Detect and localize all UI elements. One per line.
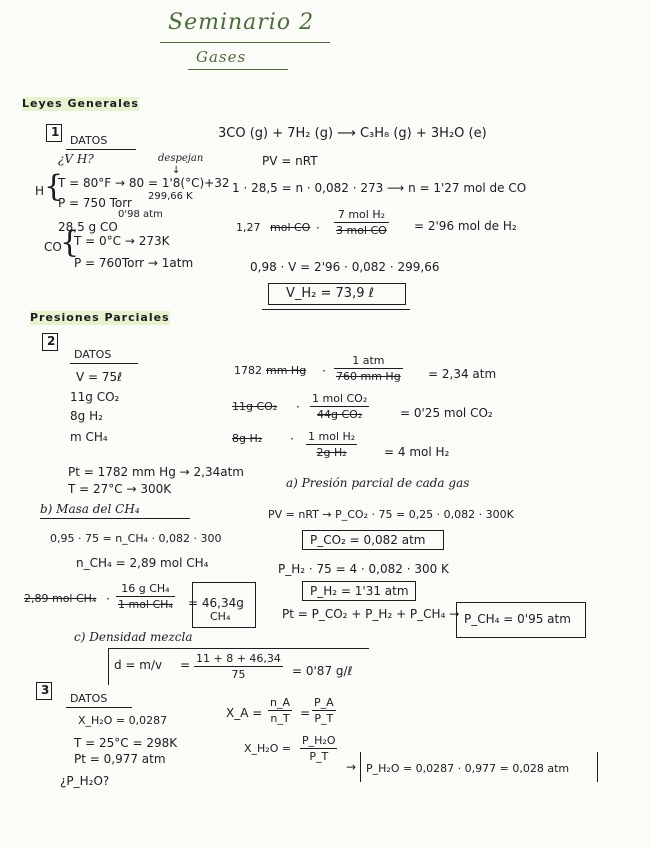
question: ¿V H?: [58, 152, 94, 166]
h-pressure-atm: 0'98 atm: [118, 209, 163, 220]
pressure-data: Pt = 1782 mm Hg → 2,34atm: [68, 465, 244, 479]
equals-operator: =: [180, 658, 191, 672]
mole-fraction-p: [312, 696, 336, 725]
reaction-equation: 3CO (g) + 7H₂ (g) ⟶ C₃H₈ (g) + 3H₂O (e): [218, 126, 487, 141]
h-temperature: T = 80°F → 80 = 1'8(°C)+32: [58, 176, 230, 190]
ph2-equation: P_H₂ · 75 = 4 · 0,082 · 300 K: [278, 562, 449, 576]
pco2-equation: PV = nRT → P_CO₂ · 75 = 0,25 · 0,082 · 300K: [268, 508, 514, 521]
fraction-numerator: 16 g CH₄: [116, 582, 175, 597]
mass-equation: 0,95 · 75 = n_CH₄ · 0,082 · 300: [50, 532, 222, 545]
conversion-lead: 1782: [234, 364, 262, 377]
conversion-unit: mm Hg: [266, 364, 307, 377]
page-title: Seminario 2: [168, 10, 315, 35]
co-temperature: T = 0°C → 273K: [74, 234, 170, 248]
fraction-denominator: P_T: [309, 750, 329, 763]
h2-fraction: [306, 430, 357, 459]
fraction-numerator: 7 mol H₂: [334, 208, 389, 223]
h-temperature-kelvin: 299,66 K: [148, 191, 193, 202]
datos-label: DATOS: [70, 134, 108, 147]
fraction-denominator: 3 mol CO: [336, 224, 387, 237]
brace-icon: {: [60, 225, 80, 260]
part-b-underline: [40, 518, 190, 519]
fraction-numerator: 11 + 8 + 46,34: [196, 652, 281, 665]
fraction-numerator: 1 atm: [334, 354, 403, 369]
datos-underline: [66, 149, 136, 150]
fraction-denominator: 2g H₂: [316, 446, 347, 459]
pco2-result: P_CO₂ = 0,082 atm: [310, 533, 426, 547]
water-pressure-result: P_H₂O = 0,0287 · 0,977 = 0,028 atm: [366, 762, 570, 775]
dot-operator: ·: [106, 592, 110, 606]
co-label: CO: [44, 240, 62, 254]
exercise-number: 3: [41, 683, 50, 697]
exercise-number: 2: [47, 334, 56, 348]
dot-operator: ·: [322, 364, 326, 378]
dot-operator: ·: [316, 221, 320, 235]
result-underline: [262, 309, 410, 310]
conversion-lead: 11g CO₂: [232, 400, 278, 413]
fraction-denominator: n_T: [270, 712, 290, 725]
equals-operator: =: [300, 706, 311, 720]
section-heading-presiones: Presiones Parciales: [30, 311, 170, 324]
datos-label: DATOS: [70, 692, 108, 705]
subtitle-underline: [188, 69, 288, 70]
ch4-moles: n_CH₄ = 2,89 mol CH₄: [76, 556, 209, 570]
conversion-unit: mol CO: [270, 221, 311, 234]
volume-equation: 0,98 · V = 2'96 · 0,082 · 299,66: [250, 260, 440, 274]
h2-moles-result: = 4 mol H₂: [384, 445, 450, 459]
exercise-number: 1: [51, 125, 60, 139]
part-b-label: b) Masa del CH₄: [40, 502, 140, 516]
part-a-label: a) Presión parcial de cada gas: [286, 476, 470, 490]
total-pressure-equation: Pt = P_CO₂ + P_H₂ + P_CH₄ →: [282, 607, 460, 621]
mole-fraction-lead: X_A =: [226, 706, 263, 720]
ph2-result: P_H₂ = 1'31 atm: [310, 584, 409, 598]
fraction-denominator: 75: [231, 668, 246, 681]
h-label: H: [35, 184, 45, 198]
volume-data: V = 75ℓ: [76, 370, 123, 384]
co2-moles-result: = 0'25 mol CO₂: [400, 406, 493, 420]
part-c-label: c) Densidad mezcla: [74, 630, 193, 644]
co2-data: 11g CO₂: [70, 390, 120, 404]
fraction-denominator: 1 mol CH₄: [118, 598, 173, 611]
dot-operator: ·: [296, 400, 300, 414]
conversion-lead: 1,27: [236, 221, 261, 234]
fraction-numerator: 1 mol H₂: [308, 430, 356, 443]
fraction-denominator: 760 mm Hg: [336, 370, 401, 383]
density-fraction: [194, 652, 283, 681]
fraction-numerator: P_A: [314, 696, 334, 709]
fraction-numerator: n_A: [270, 696, 290, 709]
pch4-result: P_CH₄ = 0'95 atm: [464, 612, 571, 626]
temperature-data: T = 25°C = 298K: [74, 736, 178, 750]
dot-operator: ·: [290, 432, 294, 446]
fraction-numerator: 1 mol CO₂: [312, 392, 368, 405]
page-subtitle: Gases: [196, 48, 247, 66]
mole-fraction-n: [268, 696, 292, 725]
density-result: = 0'87 g/ℓ: [292, 664, 353, 678]
arrow-down-icon: ↓: [172, 165, 181, 176]
ch4-data: m CH₄: [70, 430, 108, 444]
mole-fraction-data: X_H₂O = 0,0287: [78, 714, 168, 727]
pressure-result: = 2,34 atm: [428, 367, 497, 381]
fraction-denominator: 44g CO₂: [317, 408, 363, 421]
h2-data: 8g H₂: [70, 409, 103, 423]
water-fraction: [300, 734, 337, 763]
mass-result: = 46,34g: [188, 596, 244, 610]
co2-fraction: [310, 392, 369, 421]
stoichiometry-fraction: [334, 208, 389, 237]
volume-result: V_H₂ = 73,9 ℓ: [286, 286, 374, 301]
datos-label: DATOS: [74, 348, 112, 361]
moles-co-equation: 1 · 28,5 = n · 0,082 · 273 ⟶ n = 1'27 mol de CO: [232, 181, 527, 195]
moles-h2-result: = 2'96 mol de H₂: [414, 219, 517, 233]
datos-underline: [66, 707, 132, 708]
fraction-denominator: P_T: [314, 712, 334, 725]
question: ¿P_H₂O?: [60, 774, 110, 788]
water-fraction-lead: X_H₂O =: [244, 742, 292, 755]
conversion-lead: 8g H₂: [232, 432, 263, 445]
section-heading-leyes: Leyes Generales: [22, 97, 139, 110]
fraction-numerator: P_H₂O: [302, 734, 336, 747]
temperature-data: T = 27°C → 300K: [68, 482, 172, 496]
h-pressure: P = 750 Torr: [58, 196, 132, 210]
despejan-note: despejan: [158, 153, 204, 164]
density-formula: d = m/v: [114, 658, 163, 672]
pressure-data: Pt = 0,977 atm: [74, 752, 166, 766]
datos-underline: [70, 363, 138, 364]
arrow-right-icon: →: [346, 760, 357, 774]
ideal-gas-law: PV = nRT: [262, 154, 318, 168]
conversion-lead: 2,89 mol CH₄: [24, 592, 97, 605]
mass-result-unit: CH₄: [210, 610, 231, 623]
atm-fraction: [334, 354, 403, 383]
ch4-fraction: [116, 582, 175, 611]
co-mass: 28,5 g CO: [58, 220, 118, 234]
title-underline: [160, 42, 330, 43]
co-pressure: P = 760Torr → 1atm: [74, 256, 194, 270]
brace-icon: {: [44, 169, 64, 204]
